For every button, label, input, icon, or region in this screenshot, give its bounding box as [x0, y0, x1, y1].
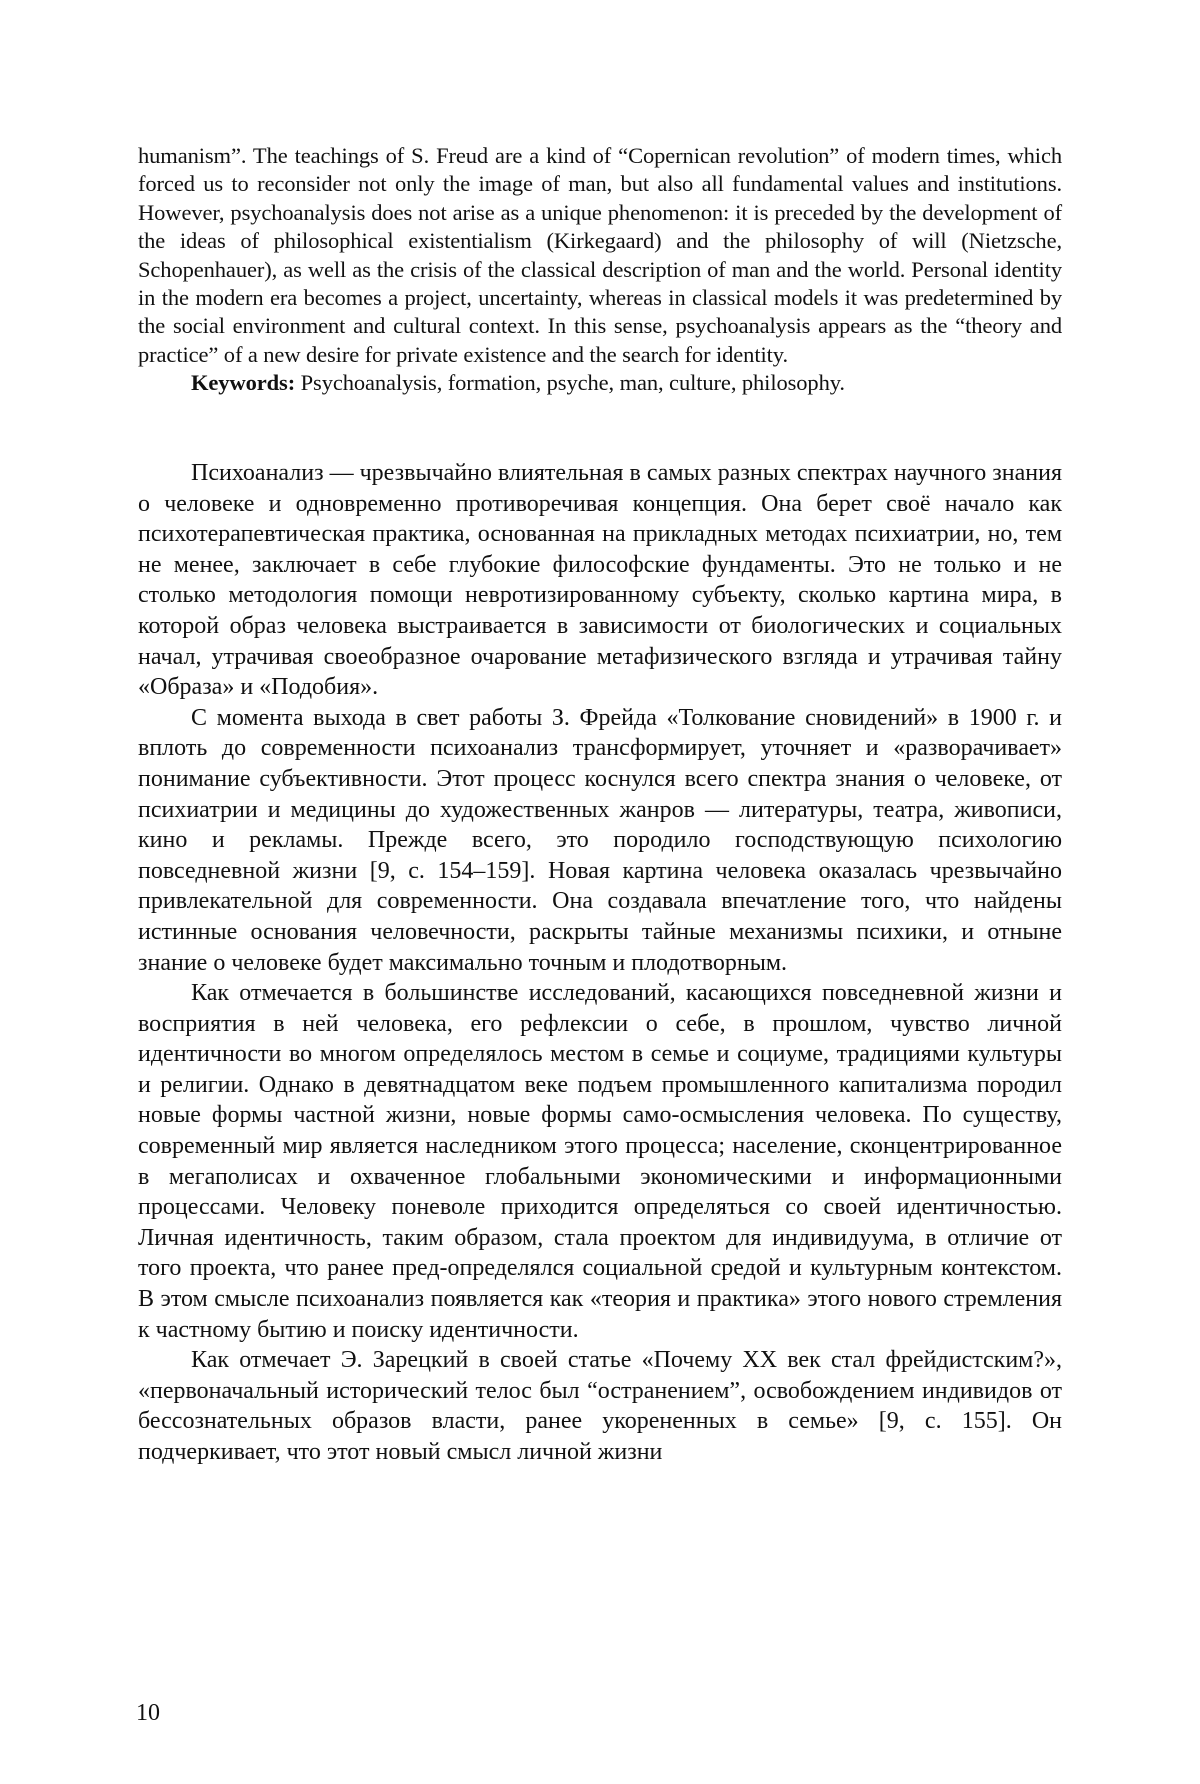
abstract-text: humanism”. The teachings of S. Freud are a kind of “Copernican revolution” of modern times, which forced us to reconsider not only the image of man, but also all fundamental values and institutions. However, psychoanalysis does not arise as a unique phenomenon: it is preceded by the development of the ideas of philosophical existentialism (Kirkegaard) and the philosophy of will (Nietzsche, Schopenhauer), as well as the crisis of the classical description of man and the world. Personal identity in the modern era becomes a project, uncertainty, whereas in classical models it was predetermined by the social environment and cultural context. In this sense, psychoanalysis appears as the “theory and practice” of a new desire for private existence and the search for identity. [138, 143, 1062, 367]
page-number: 10 [136, 1700, 160, 1726]
keywords-line [138, 369, 1062, 397]
paragraph: Психоанализ — чрезвычайно влиятельная в самых разных спектрах научного знания о человеке и одновременно противоречивая концепция. Она берет своё начало как психотерапевтическая практика, основанная на прикладных методах психиатрии, но, тем не менее, заключает в себе глубокие философские фундаменты. Это не только и не столько методология помощи невротизированному субъекту, сколько картина мира, в которой образ человека выстраивается в зависимости от биологических и социальных начал, утрачивая своеобразное очарование метафизического взгляда и утрачивая тайну «Образа» и «Подобия». [138, 460, 1062, 701]
paragraph: Как отмечает Э. Зарецкий в своей статье «Почему XX век стал фрейдистским?», «первоначальный исторический телос был “остранением”, освобождением индивидов от бессознательных образов власти, ранее укорененных в семье» [9, с. 155]. Он подчеркивает, что этот новый смысл личной жизни [138, 1347, 1062, 1465]
abstract-block [138, 142, 1062, 398]
main-text [138, 458, 1062, 1468]
keywords-text: Psychoanalysis, formation, psyche, man, culture, philosophy. [295, 370, 845, 396]
paragraph: С момента выхода в свет работы З. Фрейда «Толкование сновидений» в 1900 г. и вплоть до современности психоанализ трансформирует, уточняет и «разворачивает» понимание субъективности. Этот процесс коснулся всего спектра знания о человеке, от психиатрии и медицины до художественных жанров — литературы, театра, живописи, кино и рекламы. Прежде всего, это породило господствующую психологию повседневной жизни [9, с. 154–159]. Новая картина человека оказалась чрезвычайно привлекательной для современности. Она создавала впечатление того, что найдены истинные основания человечности, раскрыты тайные механизмы психики, и отныне знание о человеке будет максимально точным и плодотворным. [138, 704, 1062, 976]
keywords-label: Keywords: [191, 370, 296, 396]
paragraph: Как отмечается в большинстве исследований, касающихся повседневной жизни и восприятия в ней человека, его рефлексии о себе, в прошлом, чувство личной идентичности во многом определялось местом в семье и социуме, традициями культуры и религии. Однако в девятнадцатом веке подъем промышленного капитализма породил новые формы частной жизни, новые формы само-осмысления человека. По существу, современный мир является наследником этого процесса; население, сконцентрированное в мегаполисах и охваченное глобальными экономическими и информационными процессами. Человеку поневоле приходится определяться со своей идентичностью. Личная идентичность, таким образом, стала проектом для индивидуума, в отличие от того проекта, что ранее пред-определялся социальной средой и культурным контекстом. В этом смысле психоанализ появляется как «теория и практика» этого нового стремления к частному бытию и поиску идентичности. [138, 980, 1062, 1343]
